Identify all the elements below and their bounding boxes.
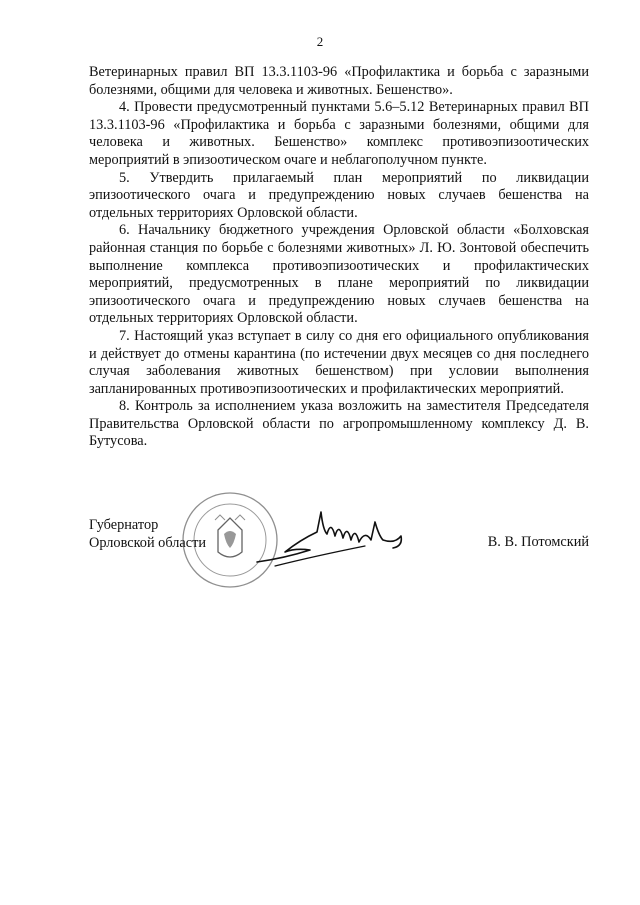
signatory-title-line1: Губернатор (89, 517, 159, 533)
signatory-name: В. В. Потомский (487, 534, 589, 550)
paragraph-item-8: 8. Контроль за исполнением указа возложить на заместителя Председателя Правительства Орловской области по агропромышленному комплексу Д. В. Бутусова. (89, 398, 589, 450)
signatory-title-line2: Орловской области (89, 535, 206, 551)
paragraph-item-5: 5. Утвердить прилагаемый план мероприятий по ликвидации эпизоотического очага и предупреждению новых случаев бешенства на отдельных территориях Орловской области. (89, 169, 589, 221)
paragraph-continuation: Ветеринарных правил ВП 13.3.1103-96 «Профилактика и борьба с заразными болезнями, общими для человека и животных. Бешенство». (89, 64, 589, 98)
paragraph-item-7: 7. Настоящий указ вступает в силу со дня его официального опубликования и действует до отмены карантина (по истечении двух месяцев со дня последнего случая заболевания животных бешенством) при условии выполнения запланированных противоэпизоотических и профилактических мероприятий. (89, 327, 589, 397)
handwritten-signature (255, 500, 415, 575)
page-number: 2 (316, 34, 324, 49)
paragraph-item-6: 6. Начальнику бюджетного учреждения Орловской области «Болховская районная станция по борьбе с болезнями животных» Л. Ю. Зонтовой обеспечить выполнение комплекса противоэпизоотических и профилактических мероприятий, предусмотренных в плане мероприятий по ликвидации эпизоотического очага и предупреждению новых случаев бешенства на отдельных территориях Орловской области. (89, 222, 589, 327)
signature-block (0, 510, 640, 580)
paragraph-item-4: 4. Провести предусмотренный пунктами 5.6–5.12 Ветеринарных правил ВП 13.3.1103-96 «Профилактика и борьба с заразными болезнями, общими для человека и животных. Бешенство» комплекс противоэпизоотических мероприятий в эпизоотическом очаге и неблагополучном пункте. (89, 99, 589, 168)
document-body (89, 64, 589, 451)
